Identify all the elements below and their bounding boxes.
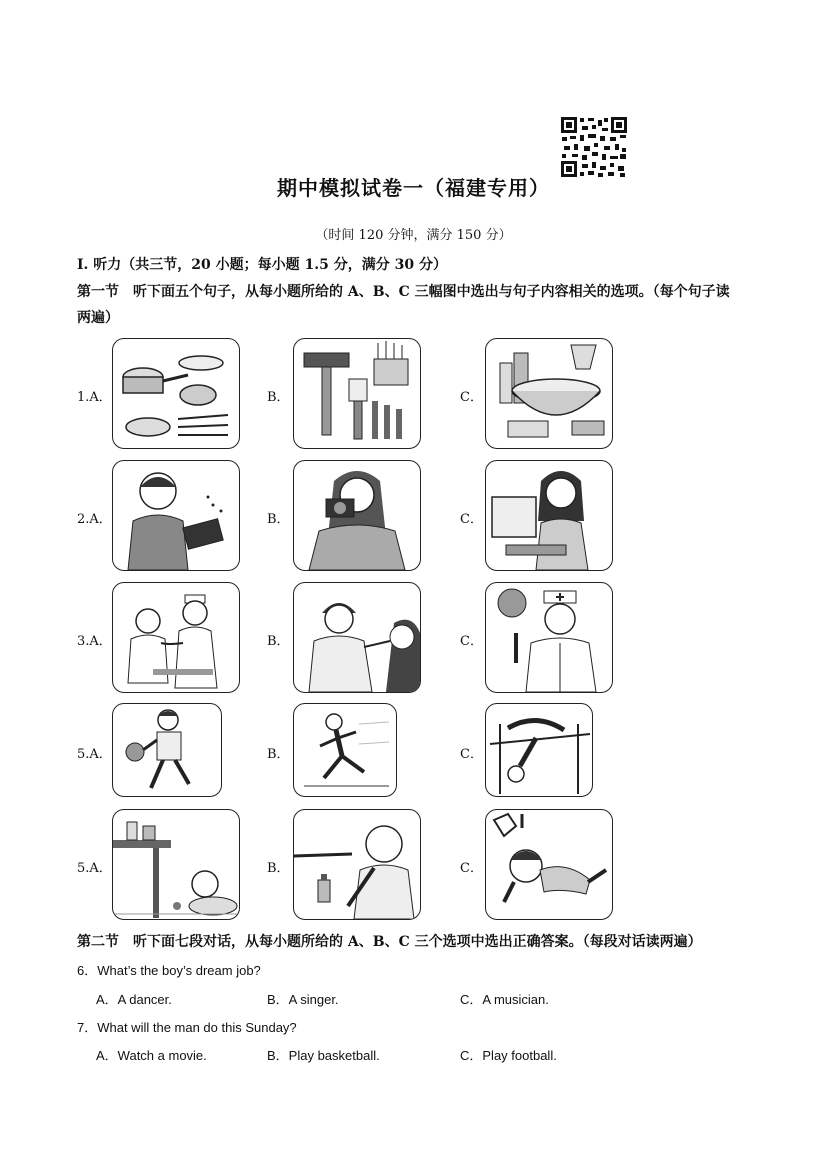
page-title: 期中模拟试卷一（福建专用）: [277, 176, 550, 200]
high-jump-icon[interactable]: [485, 703, 593, 797]
baby-crawling-icon[interactable]: [112, 809, 240, 920]
qr-code: [560, 116, 628, 178]
cookware-icon[interactable]: [112, 338, 240, 449]
tools-icon[interactable]: [293, 338, 421, 449]
section1-heading-line1: 第一节 听下面五个句子，从每小题所给的 A、B、C 三幅图中选出与句子内容相关的选项。（每个句子读: [77, 284, 730, 300]
row1-label-b: B．: [267, 390, 290, 405]
doctor-examining-icon[interactable]: [293, 582, 421, 693]
doctor-pointing-icon[interactable]: [485, 582, 613, 693]
q6-option-c[interactable]: C．A musician.: [460, 992, 549, 1007]
row5-label-a: 5.A．: [77, 861, 112, 876]
row3-label-a: 3.A．: [77, 634, 112, 649]
nurse-and-patient-icon[interactable]: [112, 582, 240, 693]
boy-with-tablet-icon[interactable]: [112, 460, 240, 571]
q6-option-a[interactable]: A．A dancer.: [96, 992, 172, 1007]
exam-time-info: （时间 120 分钟，满分 150 分）: [315, 228, 512, 243]
q7-option-a[interactable]: A．Watch a movie.: [96, 1048, 207, 1063]
row4-label-c: C．: [460, 747, 483, 762]
question-6: 6．What’s the boy’s dream job?: [77, 963, 261, 978]
row1-label-c: C．: [460, 390, 483, 405]
row5-label-b: B．: [267, 861, 290, 876]
child-falling-icon[interactable]: [485, 809, 613, 920]
section1-heading-line2: 两遍）: [77, 310, 119, 326]
q7-option-c[interactable]: C．Play football.: [460, 1048, 557, 1063]
q7-option-b[interactable]: B．Play basketball.: [267, 1048, 380, 1063]
q6-option-b[interactable]: B．A singer.: [267, 992, 339, 1007]
row2-label-c: C．: [460, 512, 483, 527]
section2-heading: 第二节 听下面七段对话，从每小题所给的 A、B、C 三个选项中选出正确答案。（每段对话读两遍）: [77, 934, 702, 950]
row4-label-a: 5.A．: [77, 747, 112, 762]
row1-label-a: 1.A．: [77, 390, 112, 405]
boy-basketball-icon[interactable]: [112, 703, 222, 797]
row3-label-c: C．: [460, 634, 483, 649]
washing-supplies-icon[interactable]: [485, 338, 613, 449]
row2-label-b: B．: [267, 512, 290, 527]
question-7: 7．What will the man do this Sunday?: [77, 1020, 297, 1035]
child-with-medicine-icon[interactable]: [293, 809, 421, 920]
part1-heading: I. 听力（共三节，20 小题；每小题 1.5 分，满分 30 分）: [77, 257, 447, 273]
girl-with-camera-icon[interactable]: [293, 460, 421, 571]
man-running-icon[interactable]: [293, 703, 397, 797]
row4-label-b: B．: [267, 747, 290, 762]
row5-label-c: C．: [460, 861, 483, 876]
row2-label-a: 2.A．: [77, 512, 112, 527]
row3-label-b: B．: [267, 634, 290, 649]
girl-at-computer-icon[interactable]: [485, 460, 613, 571]
